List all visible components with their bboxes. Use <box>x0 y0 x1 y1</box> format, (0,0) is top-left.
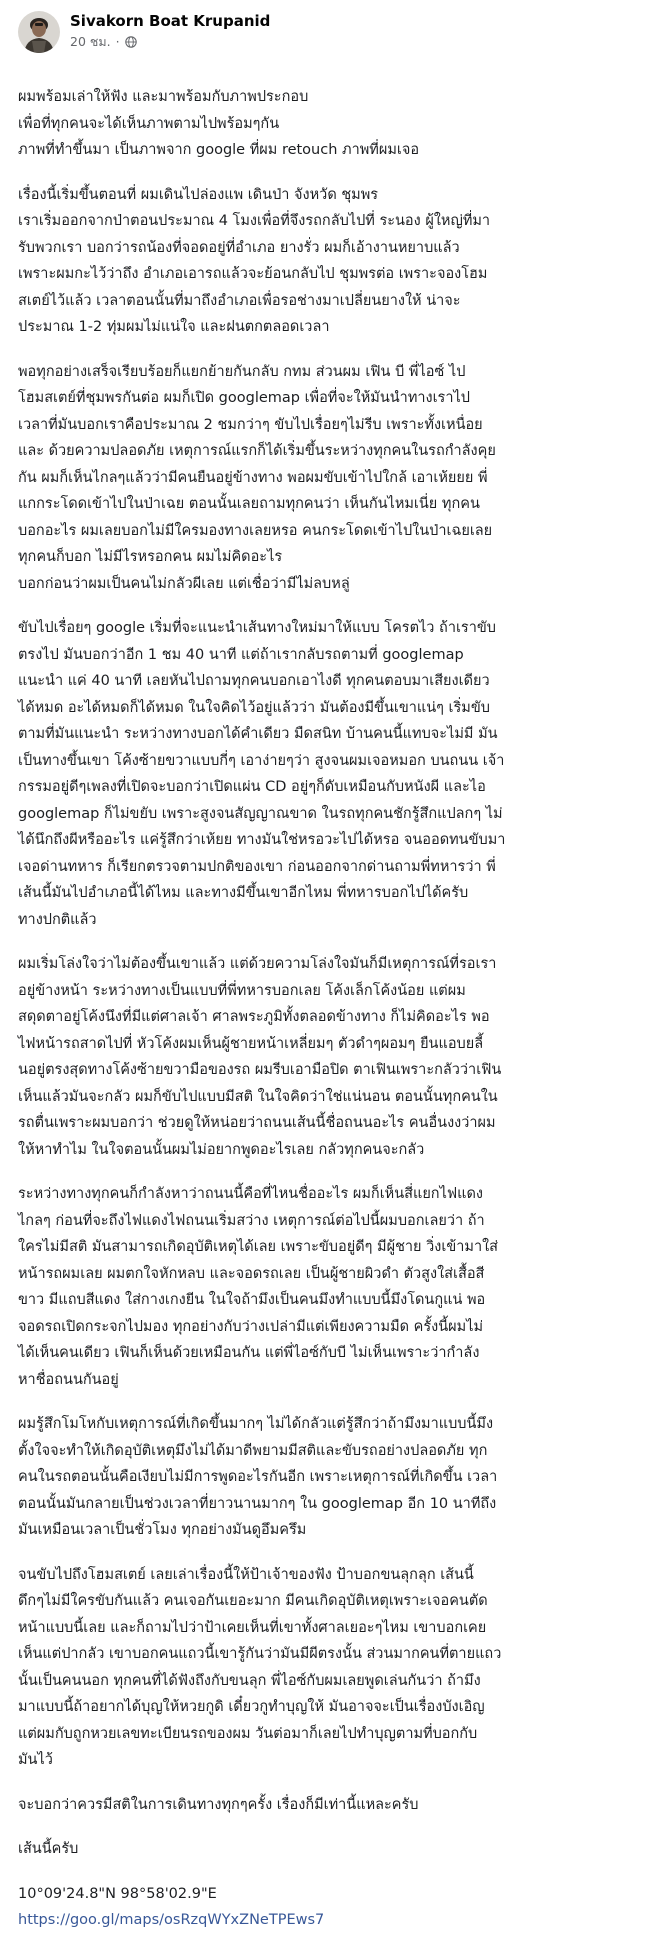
post-paragraph <box>18 1562 636 1774</box>
paragraph-line: สดุดตาอยู่โค้งนึงที่มีแต่ศาลเจ้า ศาลพระภูมิทั้งตลอดข้างทาง ก็ไม่คิดอะไร พอ <box>18 1009 490 1025</box>
paragraph-line: ตอนนั้นมันกลายเป็นช่วงเวลาที่ยาวนานมากๆ ใน googlemap อีก 10 นาทีถึง <box>18 1495 497 1512</box>
paragraph-line: ทุกคนก็บอก ไม่มีไรหรอกคน ผมไม่คิดอะไร <box>18 549 283 565</box>
paragraph-line: ได้เห็นคนเดียว เฟินก็เห็นด้วยเหมือนกัน แต่พี่ไอซ์กับบี ไม่เห็นเพราะว่ากำลัง <box>18 1345 480 1361</box>
paragraph-line: ผมเริ่มโล่งใจว่าไม่ต้องขึ้นเขาแล้ว แต่ด้วยความโล่งใจมันก็มีเหตุการณ์ที่รอเรา <box>18 956 497 972</box>
post-paragraph <box>18 359 636 598</box>
paragraph-line: นั้นเป็นคนนอก ทุกคนที่ได้ฟังถึงกับขนลุก พี่ไอซ์กับผมเลยพูดเล่นกันว่า ถ้ามึง <box>18 1672 481 1689</box>
paragraph-line: ได้หมด อะได้หมดก็ได้หมด ในใจคิดไว้อยู่แล้วว่า มันต้องมีขึ้นเขาแน่ๆ เริ่มขับ <box>18 699 490 716</box>
post-paragraph <box>18 1411 636 1544</box>
meta-separator: · <box>115 34 120 49</box>
paragraph-line: ประมาณ 1-2 ทุ่มผมไม่แน่ใจ และฝนตกตลอดเวลา <box>18 319 330 335</box>
paragraph-line: หน้ารถผมเลย ผมตกใจหักหลบ และจอดรถเลย เป็นผู้ชายผิวดำ ตัวสูงใส่เสื้อสี <box>18 1265 485 1282</box>
globe-icon[interactable] <box>125 36 137 48</box>
paragraph-line: พอทุกอย่างเสร็จเรียบร้อยก็แยกย้ายกันกลับ กทม ส่วนผม เฟิน บี พี่ไอซ์ ไป <box>18 363 466 380</box>
paragraph-line: ตามที่มันแนะนำ ระหว่างทางบอกได้คำเดียว มืดสนิท บ้านคนนี้แทบจะไม่มี มัน <box>18 726 498 742</box>
paragraph-line: ทางปกติแล้ว <box>18 911 97 928</box>
author-block <box>70 10 270 51</box>
coordinates-text: 10°09'24.8"N 98°58'02.9"E <box>18 1885 217 1902</box>
paragraph-line: มันเหมือนเวลาเป็นชั่วโมง ทุกอย่างมันดูอึมครึม <box>18 1522 307 1538</box>
paragraph-line: สเตย์ไว้แล้ว เวลาตอนนั้นที่มาถึงอำเภอเพื่อรอช่างมาเปลี่ยนยางให้ น่าจะ <box>18 292 461 309</box>
author-avatar[interactable] <box>18 11 60 53</box>
paragraph-line: ตั้งใจจะทำให้เกิดอุบัติเหตุมึงไม่ได้มาดีพยามมีสติและขับรถอย่างปลอดภัย ทุก <box>18 1442 488 1459</box>
paragraph-line: ไฟหน้ารถสาดไปที่ หัวโค้งผมเห็นผู้ชายหน้าเหลี่ยมๆ ตัวดำๆผอมๆ ยืนแอบยลี้ <box>18 1035 484 1052</box>
paragraph-line: เห็นแต่ปากลัว เขาบอกคนแถวนี้เขารู้กันว่ามันมีผีตรงนั้น ส่วนมากคนที่ตายแถว <box>18 1646 502 1662</box>
paragraph-line: แต่ผมกับถูกหวยเลขทะเบียนรถของผม วันต่อมาก็เลยไปทำบุญตามที่บอกกับ <box>18 1725 478 1742</box>
paragraph-line: ผมพร้อมเล่าให้ฟัง และมาพร้อมกับภาพประกอบ <box>18 89 309 105</box>
paragraph-line: มาแบบนี้ถ้าอยากได้บุญให้หวยกูดิ เดี๋ยวกูทำบุญให้ มันอาจจะเป็นเรื่องบังเอิญ <box>18 1699 485 1715</box>
paragraph-line: กรรมอยู่ดีๆเพลงที่เปิดจะบอกว่าเปิดแผ่น CD อยู่ๆก็ดับเหมือนกับหนังผี และไอ <box>18 779 486 795</box>
paragraph-line: โฮมสเตย์ที่ชุมพรกันต่อ ผมก็เปิด googlemap เพื่อที่จะให้มันนำทางเราไป <box>18 390 470 406</box>
post-meta <box>70 33 270 51</box>
paragraph-line: จอดรถเปิดกระจกไปมอง ทุกอย่างกับว่างเปล่ามีแต่เพียงความมืด ครั้งนี้ผมไม่ <box>18 1318 484 1335</box>
paragraph-line: เส้นนี้ครับ <box>18 1841 79 1857</box>
paragraph-line: บอกอะไร ผมเลยบอกไม่มีใครมองทางเลยหรอ คนกระโดดเข้าไปในป่าเฉยเลย <box>18 522 493 539</box>
avatar-photo-icon <box>18 11 60 53</box>
paragraph-line: นอยู่ตรงสุดทางโค้งซ้ายขวามือของรถ ผมรีบเอามือปิด ตาเฟินเพราะกลัวว่าเฟิน <box>18 1062 502 1078</box>
post-paragraph <box>18 951 636 1163</box>
post-paragraph <box>18 182 636 341</box>
map-link[interactable]: https://goo.gl/maps/osRzqWYxZNeTPEws7 <box>18 1912 325 1928</box>
paragraph-line: หาชื่อถนนกันอยู่ <box>18 1371 119 1388</box>
paragraph-line: อยู่ข้างหน้า ระหว่างทางเป็นแบบที่พี่ทหารบอกเลย โค้งเล็กโค้งน้อย แต่ผม <box>18 982 466 999</box>
post-paragraph <box>18 1836 636 1863</box>
paragraph-line: เรื่องนี้เริ่มขึ้นตอนที่ ผมเดินไปล่องแพ เดินป่า จังหวัด ชุมพร <box>18 186 379 203</box>
author-name[interactable]: Sivakorn Boat Krupanid <box>70 12 271 30</box>
paragraph-line: หน้าแบบนี้เลย และก็ถามไปว่าป้าเคยเห็นที่เขาทั้งศาลเยอะๆไหม เขาบอกเคย <box>18 1619 487 1636</box>
paragraph-line: ระหว่างทางทุกคนก็กำลังหาว่าถนนนี้คือที่ไหนชื่ออะไร ผมก็เห็นสี่แยกไฟแดง <box>18 1186 483 1202</box>
paragraph-line: แนะนำ แค่ 40 นาที เลยหันไปถามทุกคนบอกเอาไงดี ทุกคนตอบมาเสียงเดียว <box>18 673 490 689</box>
paragraph-line: ขับไปเรื่อยๆ google เริ่มที่จะแนะนำเส้นทางใหม่มาให้แบบ โครตไว ถ้าเราขับ <box>18 620 496 636</box>
post-paragraph <box>18 1181 636 1393</box>
paragraph-line: ไกลๆ ก่อนที่จะถึงไฟแดงไฟถนนเริ่มสว่าง เหตุการณ์ต่อไปนี้ผมบอกเลยว่า ถ้า <box>18 1212 485 1229</box>
post-body <box>18 84 636 1934</box>
paragraph-line: บอกก่อนว่าผมเป็นคนไม่กลัวผีเลย แต่เชื่อว่ามีไม่ลบหลู่ <box>18 575 350 592</box>
post-paragraph <box>18 84 636 164</box>
paragraph-line: ภาพที่ทำขึ้นมา เป็นภาพจาก google ที่ผม retouch ภาพที่ผมเจอ <box>18 142 420 158</box>
paragraph-line: แกกระโดดเข้าไปในป่าเฉย ตอนนั้นเลยถามทุกคนว่า เห็นกันไหมเนี่ย ทุกคน <box>18 496 480 512</box>
paragraph-line: เพราะผมกะไว้ว่าถึง อำเภอเอารถแล้วจะย้อนกลับไป ชุมพรต่อ เพราะจองโฮม <box>18 266 488 282</box>
paragraph-line: googlemap ก็ไม่ขยับ เพราะสูงจนสัญญาณขาด ในรถทุกคนชักรู้สึกแปลกๆ ไม่ <box>18 805 503 822</box>
paragraph-line: เราเริ่มออกจากป่าตอนประมาณ 4 โมงเพื่อที่จึงรถกลับไปที่ ระนอง ผู้ใหญ่ที่มา <box>18 213 491 229</box>
paragraph-line: เวลาที่มันบอกเราคือประมาณ 2 ชมกว่าๆ ขับไปเรื่อยๆไม่รีบ เพราะทั้งเหนื่อย <box>18 416 483 433</box>
paragraph-line: เห็นแล้วมันจะกลัว ผมก็ขับไปแบบมีสติ ในใจคิดว่าใช่แน่นอน ตอนนั้นทุกคนใน <box>18 1088 498 1105</box>
post-time[interactable]: 20 ชม. <box>70 34 111 49</box>
post-paragraph <box>18 1792 636 1819</box>
post-paragraph <box>18 615 636 933</box>
paragraph-line: ผมรู้สึกโมโหกับเหตุการณ์ที่เกิดขึ้นมากๆ ไม่ได้กลัวแต่รู้สึกว่าถ้ามึงมาแบบนี้มึง <box>18 1416 494 1432</box>
paragraph-line: ดึกๆไม่มีใครขับกันแล้ว คนเจอกันเยอะมาก มีคนเกิดอุบัติเหตุเพราะเจอคนตัด <box>18 1593 488 1609</box>
paragraph-line: มันไว้ <box>18 1752 53 1768</box>
paragraph-line: จะบอกว่าควรมีสติในการเดินทางทุกๆครั้ง เรื่องก็มีเท่านี้แหละครับ <box>18 1796 419 1813</box>
paragraph-line: จนขับไปถึงโฮมสเตย์ เลยเล่าเรื่องนี้ให้ป้าเจ้าของฟัง ป้าบอกขนลุกลุก เส้นนี้ <box>18 1566 474 1583</box>
paragraph-line: รถตื่นเพราะผมบอกว่า ช่วยดูให้หน่อยว่าถนนเส้นนี้ชื่อถนนอะไร คนอื่นงงว่าผม <box>18 1115 496 1131</box>
paragraph-line: ใครไม่มีสติ มันสามารถเกิดอุบัติเหตุได้เลย เพราะขับอยู่ดีๆ มีผู้ชาย วิ่งเข้ามาใส่ <box>18 1239 499 1255</box>
paragraph-line: ได้นึกถึงผีหรืออะไร แค่รู้สึกว่าเห้ยย ทางมันใช่หรอวะไปได้หรอ จนออดทนขับมา <box>18 832 506 848</box>
post-header <box>18 10 636 66</box>
paragraph-line: เจอด่านทหาร ก็เรียกตรวจตามปกติของเขา ก่อนออกจากด่านถามพี่ทหารว่า พี่ <box>18 858 496 875</box>
paragraph-line: กัน ผมก็เห็นไกลๆแล้วว่ามีคนยืนอยู่ข้างทาง พอผมขับเข้าไปใกล้ เอาเห้ยยย พี่ <box>18 469 488 486</box>
paragraph-line: เพื่อที่ทุกคนจะได้เห็นภาพตามไปพร้อมๆกัน <box>18 115 280 132</box>
paragraph-line: เป็นทางขึ้นเขา โค้งซ้ายขวาแบบกี่ๆ เอาง่ายๆว่า สูงจนผมเจอหมอก บนถนน เจ้า <box>18 752 505 769</box>
paragraph-line: ให้หาทำไม ในใจตอนนั้นผมไม่อยากพูดอะไรเลย กลัวทุกคนจะกลัว <box>18 1141 425 1158</box>
paragraph-line: เส้นนี้มันไปอำเภอนี้ได้ไหม และทางมีขึ้นเขาอีกไหม พี่ทหารบอกไปได้ครับ <box>18 885 469 901</box>
paragraph-line: รับพวกเรา บอกว่ารถน้องที่จอดอยู่ที่อำเภอ ยางรั่ว ผมก็เอ้างานหยาบแล้ว <box>18 239 460 256</box>
paragraph-line: และ ด้วยความปลอดภัย เหตุการณ์แรกก็ได้เริ่มขึ้นระหว่างทุกคนในรถกำลังคุย <box>18 443 496 459</box>
location-block <box>18 1881 636 1934</box>
paragraph-line: ตรงไป มันบอกว่าอีก 1 ชม 40 นาที แต่ถ้าเรากลับรถตามที่ googlemap <box>18 646 464 663</box>
paragraph-line: คนในรถตอนนั้นคือเงียบไม่มีการพูดอะไรกันอีก เพราะเหตุการณ์ที่เกิดขึ้น เวลา <box>18 1469 498 1485</box>
paragraph-line: ขาว มีแถบสีแดง ใส่กางเกงยีน ในใจถ้ามึงเป็นคนมึงทำแบบนี้มึงโดนกูแน่ พอ <box>18 1292 486 1308</box>
